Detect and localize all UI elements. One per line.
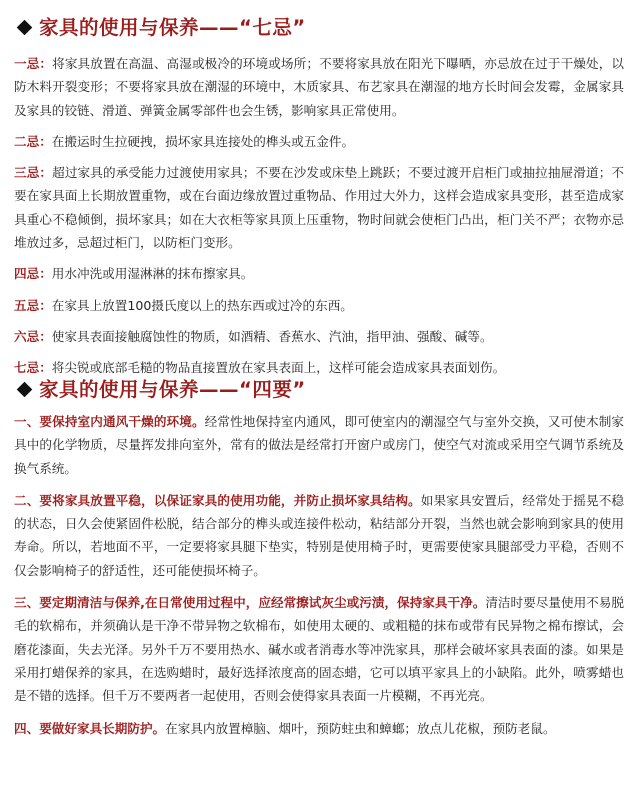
list-item bbox=[14, 717, 624, 740]
item-text: 超过家具的承受能力过渡使用家具；不要在沙发或床垫上跳跃；不要过渡开启柜门或抽拉抽屉滑道；不要在家具面上长期放置重物，或在台面边缘放置过重物品、作用过大外力，这样会造成家具变形，甚至造成家具重心不稳倾倒，损坏家具；如在大衣柜等家具顶上压重物，物时间就会使柜门凸出，柜门关不严；衣物亦忌堆放过多，忌超过柜门，以防柜门变形。 bbox=[14, 165, 625, 251]
section-si-yao bbox=[14, 376, 624, 740]
item-label: 七忌： bbox=[14, 360, 52, 376]
section-qi-ji bbox=[14, 14, 624, 380]
item-text: 如果家具安置后，经常处于摇晃不稳的状态，日久会使紧固件松脱，结合部分的榫头或连接件松动，粘结部分开裂，当然也就会影响到家具的使用寿命。所以，若地面不平，一定要将家具腿下垫实，特别是使用椅子时，更需要使家具腿部受力平稳，否则不仅会影响椅子的舒适性，还可能使损坏椅子。 bbox=[14, 492, 625, 578]
item-text: 在家具内放置樟脑、烟叶，预防蛀虫和蟑螂；放点儿花椒，预防老鼠。 bbox=[165, 720, 556, 736]
item-text: 将尖锐或底部毛糙的物品直接置放在家具表面上，这样可能会造成家具表面划伤。 bbox=[51, 360, 506, 376]
item-text: 用水冲洗或用湿淋淋的抹布擦家具。 bbox=[51, 266, 254, 282]
item-label: 一、要保持室内通风干燥的环境。 bbox=[14, 414, 205, 429]
list-item bbox=[14, 410, 624, 480]
item-label: 四、要做好家具长期防护。 bbox=[14, 720, 166, 736]
list-item bbox=[14, 130, 624, 153]
item-label: 一忌： bbox=[14, 56, 53, 71]
list-item bbox=[14, 325, 624, 348]
item-label: 五忌： bbox=[14, 297, 52, 313]
list-item bbox=[14, 591, 624, 707]
diamond-bullet-icon bbox=[17, 20, 33, 36]
item-text: 使家具表面接触腐蚀性的物质，如酒精、香蕉水、汽油，指甲油、强酸、碱等。 bbox=[51, 328, 493, 344]
list-item bbox=[14, 52, 624, 122]
list-item bbox=[14, 489, 624, 582]
item-text: 清洁时要尽量使用不易脱毛的软棉布，并须确认是干净不带异物之软棉布，如使用太硬的、或粗糙的抹布或带有民异物之棉布擦试，会磨花漆面，失去光泽。另外千万不要用热水、碱水或者消毒水等冲洗家具，那样会破坏家具表面的漆。如果是采用打蜡保养的家具，在选购蜡时，最好选择浓度高的固态蜡，它可以填平家具上的小缺陷。此外，喷雾蜡也是不错的选择。但千万不要两者一起使用，否则会使得家具表面一片模糊，不再光亮。 bbox=[14, 595, 624, 704]
section-body bbox=[14, 52, 624, 380]
item-text: 在搬运时生拉硬拽，损坏家具连接处的榫头或五金件。 bbox=[51, 133, 355, 149]
item-label: 四忌： bbox=[14, 266, 52, 282]
item-label: 三忌： bbox=[14, 165, 53, 181]
diamond-bullet-icon bbox=[17, 382, 33, 398]
item-label: 六忌： bbox=[14, 328, 52, 344]
item-text: 在家具上放置100摄氏度以上的热东西或过冷的东西。 bbox=[51, 297, 353, 313]
item-label: 三、要定期清洁与保养,在日常使用过程中，应经常擦试灰尘或污渍，保持家具干净。 bbox=[14, 595, 486, 611]
item-label: 二、要将家具放置平稳，以保证家具的使用功能，并防止损坏家具结构。 bbox=[14, 492, 421, 508]
item-text: 将家具放置在高温、高湿或极冷的环境或场所；不要将家具放在阳光下曝晒，亦忌放在过于干燥处，以防木料开裂变形；不要将家具放在潮湿的环境中，木质家具、布艺家具在潮湿的地方长时间会发霉，金属家具及家具的铰链、滑道、弹簧金属零部件也会生锈，影响家具正常使用。 bbox=[14, 56, 625, 118]
section-body bbox=[14, 410, 624, 740]
list-item bbox=[14, 161, 624, 254]
item-label: 二忌： bbox=[14, 133, 52, 149]
list-item bbox=[14, 294, 624, 317]
section-title: 家具的使用与保养——“四要” bbox=[14, 376, 624, 404]
list-item bbox=[14, 262, 624, 285]
section-title: 家具的使用与保养——“七忌” bbox=[14, 14, 624, 42]
item-text: 经常性地保持室内通风，即可使室内的潮湿空气与室外交换，又可使木制家具中的化学物质，尽量挥发排向室外，常有的做法是经常打开窗户或房门，使空气对流或采用空气调节系统及换气系统。 bbox=[14, 414, 625, 476]
